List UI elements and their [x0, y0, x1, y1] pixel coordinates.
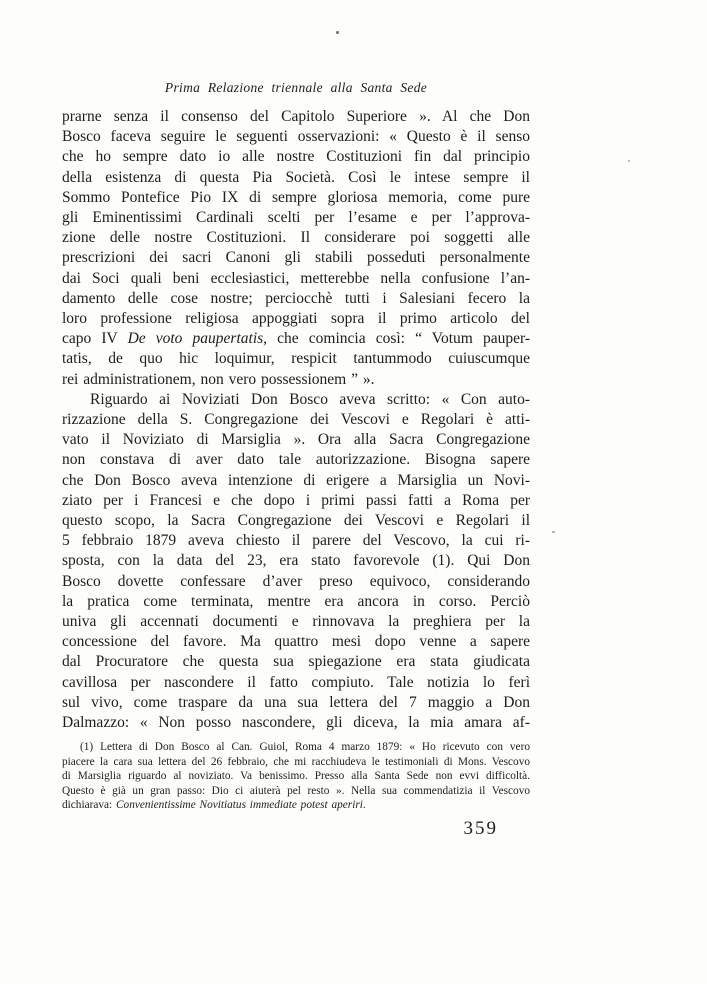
text-line — [62, 430, 530, 450]
text-segment: Bosco faceva seguire le seguenti osservazioni: « Questo è il senso — [62, 128, 530, 146]
text-segment: prarne senza il consenso del Capitolo Superiore ». Al che Don — [62, 108, 530, 125]
text-segment: gli Eminentissimi Cardinali scelti per l’esame e per l’approva- — [62, 209, 530, 227]
text-segment: tatis, de quo hic loquimur, respicit tantummodo cuiuscumque — [62, 350, 530, 368]
text-segment: concessione del favore. Ma quattro mesi dopo venne a sapere — [62, 633, 530, 651]
italic-segment: Convenientissime Novitiatus immediate potest aperiri — [116, 799, 363, 811]
scan-speck — [336, 31, 339, 34]
text-line — [62, 208, 530, 228]
text-line — [62, 471, 530, 491]
text-line — [62, 798, 530, 813]
text-line — [62, 168, 530, 188]
text-segment: sposta, con la data del 23, era stato favorevole (1). Qui Don — [62, 552, 530, 570]
text-segment: damento delle cose nostre; perciocchè tutti i Salesiani fecero la — [62, 289, 530, 307]
text-segment: non constava di aver dato tale autorizzazione. Bisogna sapere — [62, 451, 530, 469]
text-segment: zione delle nostre Costituzioni. Il considerare poi soggetti alle — [62, 229, 530, 247]
text-segment: Dalmazzo: « Non posso nascondere, gli diceva, la mia amara af- — [62, 714, 530, 732]
text-line — [62, 269, 530, 289]
text-line — [62, 572, 530, 592]
body-text — [62, 107, 530, 733]
text-segment: Questo è già un gran passo: Dio ci aiuterà pel resto ». Nella sua commendatizia il Vescovo — [62, 784, 530, 797]
text-segment: della esistenza di questa Pia Società. Così le intese sempre il — [62, 168, 530, 186]
text-line — [62, 531, 530, 551]
text-line — [62, 755, 530, 770]
text-line — [62, 491, 530, 511]
text-line — [62, 713, 530, 733]
text-line — [62, 228, 530, 248]
text-segment: loro professione religiosa appoggiati sopra il primo articolo del — [62, 310, 530, 328]
text-segment: capo IV — [62, 330, 128, 348]
text-segment: piacere la cara sua lettera del 26 febbraio, che mi racchiudeva le testimoniali di Mons. Vescovo — [62, 755, 530, 768]
text-line — [62, 329, 530, 349]
text-segment: sul vivo, come traspare da una sua lettera del 7 maggio a Don — [62, 693, 530, 711]
text-line — [62, 309, 530, 329]
text-line — [62, 769, 530, 784]
text-line — [62, 107, 530, 127]
text-segment: Bosco dovette confessare d’aver preso equivoco, considerando — [62, 572, 530, 590]
text-line — [62, 390, 530, 410]
text-line — [62, 592, 530, 612]
text-segment: univa gli accennati documenti e rinnovava la preghiera per la — [62, 613, 530, 631]
text-segment: prescrizioni dei sacri Canoni gli stabili posseduti personalmente — [62, 249, 530, 267]
running-header: Prima Relazione triennale alla Santa Sede — [164, 80, 428, 95]
text-segment: la pratica come terminata, mentre era ancora in corso. Perciò — [62, 592, 530, 610]
text-line — [62, 127, 530, 147]
text-line — [62, 349, 530, 369]
text-segment: dal Procuratore che questa sua spiegazione era stata giudicata — [62, 653, 530, 671]
text-line — [62, 632, 530, 652]
text-line — [62, 370, 530, 390]
text-line — [62, 693, 530, 713]
text-segment: dichiarava: — [62, 799, 117, 811]
text-line — [62, 289, 530, 309]
text-segment: cavillosa per nascondere il fatto compiuto. Tale notizia lo ferì — [62, 673, 530, 691]
text-segment: . — [362, 799, 366, 811]
text-segment: questo scopo, la Sacra Congregazione dei Vescovi e Regolari il — [62, 512, 530, 530]
text-segment: vato il Noviziato di Marsiglia ». Ora alla Sacra Congregazione — [62, 431, 530, 449]
text-line — [62, 450, 530, 470]
text-segment: di Marsiglia riguardo al noviziato. Va benissimo. Presso alla Santa Sede non evvi difficoltà. — [62, 770, 530, 782]
text-segment: che Don Bosco aveva intenzione di erigere a Marsiglia un Novi- — [62, 471, 530, 489]
text-line — [62, 248, 530, 268]
text-line — [62, 673, 530, 693]
text-segment: rei administrationem, non vero possessionem ” ». — [62, 370, 375, 388]
text-segment: ziato per i Francesi e che dopo i primi passi fatti a Roma per — [62, 491, 530, 509]
text-segment: che ho sempre dato io alle nostre Costituzioni fin dal principio — [62, 148, 530, 166]
text-line — [62, 740, 530, 755]
text-line — [62, 511, 530, 531]
text-segment: rizzazione della S. Congregazione dei Vescovi e Regolari è atti- — [62, 411, 530, 429]
text-segment: Riguardo ai Noviziati Don Bosco aveva scritto: « Con auto- — [90, 390, 530, 408]
scan-speck — [552, 531, 555, 533]
paragraph-noviziati — [62, 390, 530, 733]
text-line — [62, 551, 530, 571]
text-line — [62, 188, 530, 208]
footnote — [62, 740, 530, 813]
paragraph-continuation — [62, 107, 530, 390]
text-segment: 5 febbraio 1879 aveva chiesto il parere del Vescovo, la cui ri- — [62, 532, 530, 550]
italic-segment: De voto paupertatis — [127, 330, 264, 348]
text-line — [62, 147, 530, 167]
text-segment: Sommo Pontefice Pio IX di sempre gloriosa memoria, come pure — [62, 188, 530, 206]
page-number: 359 — [463, 818, 498, 839]
text-line — [62, 612, 530, 632]
text-segment: (1) Lettera di Don Bosco al Can. Guiol, Roma 4 marzo 1879: « Ho ricevuto con vero — [80, 741, 530, 753]
scan-speck — [628, 160, 630, 162]
text-line — [62, 652, 530, 672]
text-line — [62, 410, 530, 430]
text-segment: dai Soci quali beni ecclesiastici, metterebbe nella confusione l’an- — [62, 269, 530, 287]
text-line — [62, 784, 530, 799]
text-segment: , che comincia così: “ Votum pauper- — [263, 330, 530, 348]
